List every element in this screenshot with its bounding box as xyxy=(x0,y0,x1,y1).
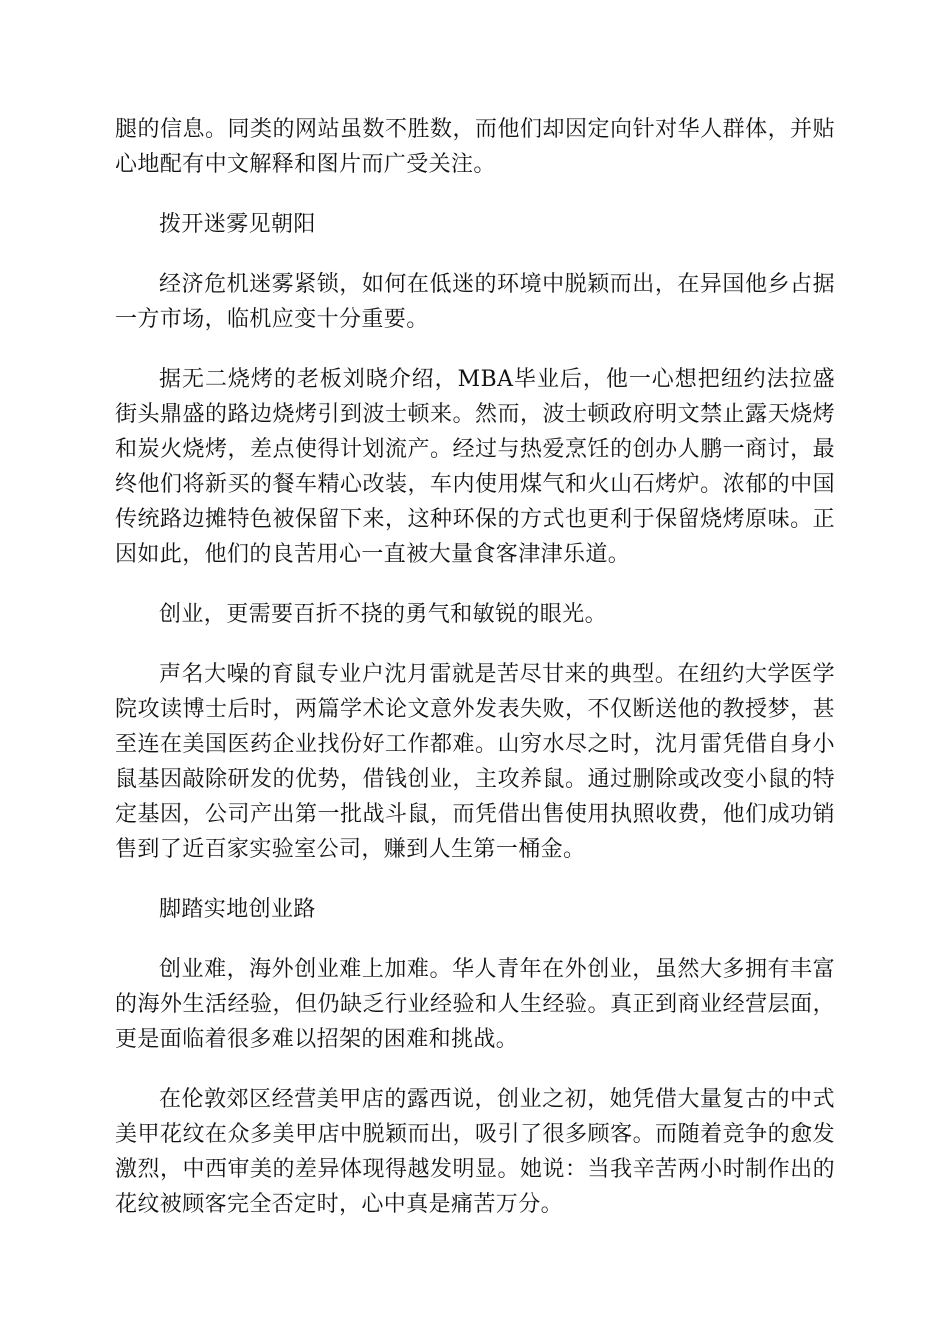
paragraph-nail-salon: 在伦敦郊区经营美甲店的露西说，创业之初，她凭借大量复古的中式美甲花纹在众多美甲店中脱颖而出，吸引了很多顾客。而随着竞争的愈发激烈，中西审美的差异体现得越发明显。她说：当我辛苦两小时制作出的花纹被顾客完全否定时，心中真是痛苦万分。 xyxy=(115,1087,835,1217)
paragraph-bbq-story: 据无二烧烤的老板刘晓介绍，MBA毕业后，他一心想把纽约法拉盛街头鼎盛的路边烧烤引到波士顿来。然而，波士顿政府明文禁止露天烧烤和炭火烧烤，差点使得计划流产。经过与热爱烹饪的创办人鹏一商讨，最终他们将新买的餐车精心改装，车内使用煤气和火山石烤炉。浓郁的中国传统路边摊特色被保留下来，这种环保的方式也更利于保留烧烤原味。正因如此，他们的良苦用心一直被大量食客津津乐道。 xyxy=(115,367,835,567)
paragraph-mouse-breeder: 声名大噪的育鼠专业户沈月雷就是苦尽甘来的典型。在纽约大学医学院攻读博士后时，两篇学术论文意外发表失败，不仅断送他的教授梦，甚至连在美国医药企业找份好工作都难。山穷水尽之时，沈月雷凭借自身小鼠基因敲除研发的优势，借钱创业，主攻养鼠。通过删除或改变小鼠的特定基因，公司产出第一批战斗鼠，而凭借出售使用执照收费，他们成功销售到了近百家实验室公司，赚到人生第一桶金。 xyxy=(115,662,835,862)
paragraph-economic-crisis: 经济危机迷雾紧锁，如何在低迷的环境中脱颖而出，在异国他乡占据一方市场，临机应变十分重要。 xyxy=(115,272,835,332)
section-heading-dispel-fog: 拨开迷雾见朝阳 xyxy=(159,212,316,237)
section-heading-down-to-earth: 脚踏实地创业路 xyxy=(159,897,316,922)
paragraph-courage: 创业，更需要百折不挠的勇气和敏锐的眼光。 xyxy=(159,602,608,627)
paragraph-intro-continuation: 腿的信息。同类的网站虽数不胜数，而他们却因定向针对华人群体，并贴心地配有中文解释和图片而广受关注。 xyxy=(115,117,835,177)
document-body xyxy=(115,112,835,1247)
paragraph-overseas-difficulty: 创业难，海外创业难上加难。华人青年在外创业，虽然大多拥有丰富的海外生活经验，但仍缺乏行业经验和人生经验。真正到商业经营层面，更是面临着很多难以招架的困难和挑战。 xyxy=(115,957,835,1052)
